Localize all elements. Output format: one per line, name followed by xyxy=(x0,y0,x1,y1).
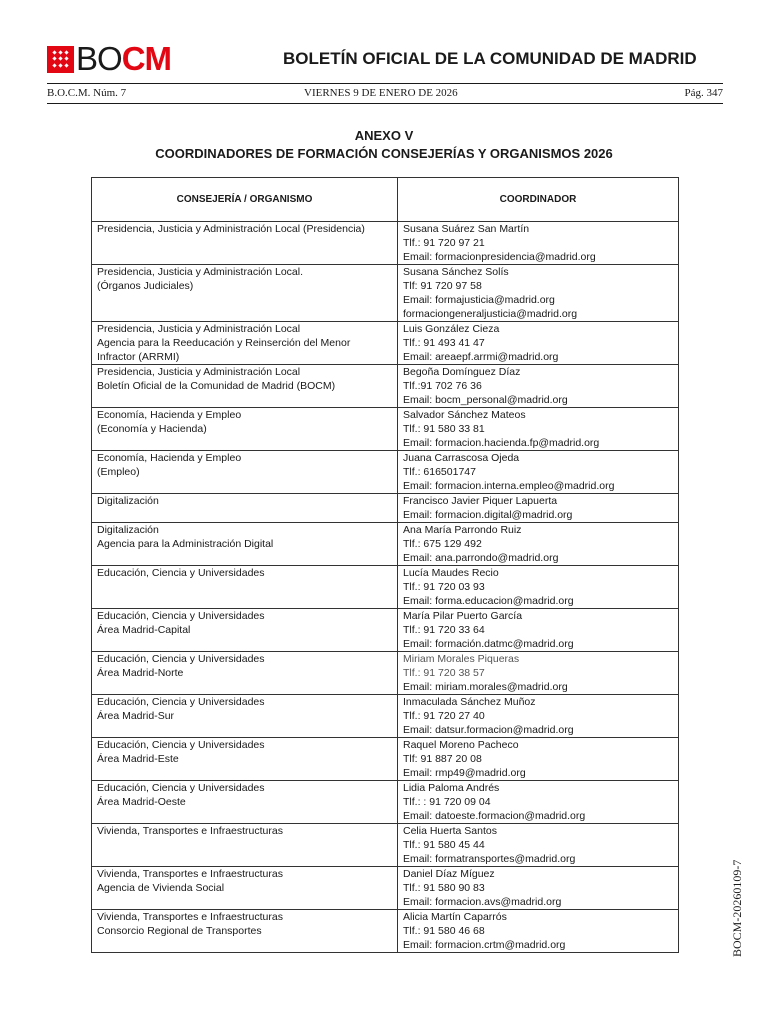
coordinator-cell xyxy=(398,609,679,652)
header-rule-bottom xyxy=(47,103,723,104)
coordinator-line: Begoña Domínguez Díaz xyxy=(403,366,521,378)
column-header-coordinator: COORDINADOR xyxy=(398,178,679,222)
coordinator-line: Tlf.: 91 580 46 68 xyxy=(403,925,485,937)
annex-title: ANEXO V xyxy=(354,128,414,143)
organism-line: Vivienda, Transportes e Infraestructuras xyxy=(97,868,283,880)
organism-cell xyxy=(92,365,398,408)
organism-cell xyxy=(92,695,398,738)
organism-line: (Empleo) xyxy=(97,466,140,478)
coordinator-line: Inmaculada Sánchez Muñoz xyxy=(403,696,536,708)
coordinator-line: Email: formacion.interna.empleo@madrid.org xyxy=(403,480,615,492)
table-row xyxy=(92,222,679,265)
table-row xyxy=(92,652,679,695)
coordinator-line: Francisco Javier Piquer Lapuerta xyxy=(403,495,558,507)
coordinator-cell xyxy=(398,408,679,451)
coordinator-cell xyxy=(398,695,679,738)
table-header-row xyxy=(92,178,679,222)
organism-cell xyxy=(92,523,398,566)
coordinator-line: Raquel Moreno Pacheco xyxy=(403,739,519,751)
coordinator-line: Lucía Maudes Recio xyxy=(403,567,499,579)
coordinator-line: Luis González Cieza xyxy=(403,323,500,335)
coordinator-line: Email: formajusticia@madrid.org xyxy=(403,294,555,306)
organism-line: Educación, Ciencia y Universidades xyxy=(97,782,265,794)
table-row xyxy=(92,494,679,523)
coordinator-line: Daniel Díaz Míguez xyxy=(403,868,495,880)
organism-line: Área Madrid-Norte xyxy=(97,667,184,679)
organism-cell xyxy=(92,222,398,265)
coordinator-line: Ana María Parrondo Ruiz xyxy=(403,524,522,536)
organism-line: Área Madrid-Este xyxy=(97,753,179,765)
coordinator-cell xyxy=(398,824,679,867)
coordinator-line: Email: miriam.morales@madrid.org xyxy=(403,681,568,693)
organism-cell xyxy=(92,408,398,451)
organism-line: Área Madrid-Sur xyxy=(97,710,175,722)
organism-cell xyxy=(92,494,398,523)
organism-line: Infractor (ARRMI) xyxy=(97,351,180,363)
madrid-flag-icon xyxy=(47,46,74,73)
coordinator-line: Email: areaepf.arrmi@madrid.org xyxy=(403,351,559,363)
organism-line: Economía, Hacienda y Empleo xyxy=(97,452,242,464)
table-row xyxy=(92,523,679,566)
coordinator-cell xyxy=(398,566,679,609)
organism-line: Presidencia, Justicia y Administración Local xyxy=(97,366,301,378)
coordinator-cell xyxy=(398,322,679,365)
coordinator-cell xyxy=(398,523,679,566)
coordinator-line: María Pilar Puerto García xyxy=(403,610,523,622)
coordinator-line: Email: forma.educacion@madrid.org xyxy=(403,595,574,607)
coordinator-cell xyxy=(398,494,679,523)
issue-header xyxy=(47,87,723,101)
coordinator-line: Susana Suárez San Martín xyxy=(403,223,530,235)
organism-cell xyxy=(92,451,398,494)
organism-line: Vivienda, Transportes e Infraestructuras xyxy=(97,911,283,923)
organism-line: (Órganos Judiciales) xyxy=(97,280,194,292)
coordinator-line: Email: bocm_personal@madrid.org xyxy=(403,394,568,406)
coordinator-line: Tlf.: 91 720 97 21 xyxy=(403,237,485,249)
coordinator-line: Tlf: 91 720 97 58 xyxy=(403,280,482,292)
organism-line: Agencia para la Administración Digital xyxy=(97,538,274,550)
organism-line: Área Madrid-Oeste xyxy=(97,796,186,808)
coordinator-line: Email: datsur.formacion@madrid.org xyxy=(403,724,574,736)
coordinator-line: Tlf.: 91 720 27 40 xyxy=(403,710,485,722)
coordinator-line: Email: formacion.crtm@madrid.org xyxy=(403,939,566,951)
organism-line: Presidencia, Justicia y Administración Local (Presidencia) xyxy=(97,223,365,235)
organism-line: Consorcio Regional de Transportes xyxy=(97,925,262,937)
coordinator-line: Tlf.: 91 720 38 57 xyxy=(403,667,485,679)
coordinator-line: Email: formacion.avs@madrid.org xyxy=(403,896,562,908)
coordinator-line: formaciongeneraljusticia@madrid.org xyxy=(403,308,578,320)
coordinator-line: Miriam Morales Piqueras xyxy=(403,653,520,665)
table-row xyxy=(92,566,679,609)
coordinator-line: Tlf.: 91 580 33 81 xyxy=(403,423,485,435)
table-row xyxy=(92,408,679,451)
coordinator-line: Email: datoeste.formacion@madrid.org xyxy=(403,810,586,822)
coordinator-line: Tlf.: 675 129 492 xyxy=(403,538,482,550)
table-row xyxy=(92,738,679,781)
coordinator-line: Email: ana.parrondo@madrid.org xyxy=(403,552,559,564)
organism-cell xyxy=(92,824,398,867)
organism-line: Economía, Hacienda y Empleo xyxy=(97,409,242,421)
organism-line: Digitalización xyxy=(97,495,159,507)
organism-cell xyxy=(92,609,398,652)
coordinator-cell xyxy=(398,652,679,695)
coordinator-line: Email: formacion.digital@madrid.org xyxy=(403,509,573,521)
coordinator-cell xyxy=(398,222,679,265)
coordinator-line: Email: rmp49@madrid.org xyxy=(403,767,526,779)
organism-cell xyxy=(92,910,398,953)
coordinator-line: Email: formacion.hacienda.fp@madrid.org xyxy=(403,437,600,449)
organism-line: Educación, Ciencia y Universidades xyxy=(97,739,265,751)
logo-text: BOCM xyxy=(76,40,172,77)
table-row xyxy=(92,824,679,867)
bocm-logo xyxy=(47,40,172,77)
organism-cell xyxy=(92,566,398,609)
issue-number: B.O.C.M. Núm. 7 xyxy=(47,87,127,99)
table-row xyxy=(92,322,679,365)
table-row xyxy=(92,910,679,953)
table-body xyxy=(92,222,679,953)
coordinators-table xyxy=(91,177,679,953)
organism-cell xyxy=(92,652,398,695)
organism-line: (Economía y Hacienda) xyxy=(97,423,207,435)
coordinator-line: Lidia Paloma Andrés xyxy=(403,782,500,794)
coordinator-line: Tlf.: 91 720 33 64 xyxy=(403,624,485,636)
page-number: Pág. 347 xyxy=(684,87,723,99)
header-rule-top xyxy=(47,83,723,84)
organism-line: Boletín Oficial de la Comunidad de Madrid (BOCM) xyxy=(97,380,336,392)
column-header-organism: CONSEJERÍA / ORGANISMO xyxy=(92,178,398,222)
table-row xyxy=(92,609,679,652)
organism-line: Digitalización xyxy=(97,524,159,536)
document-code: BOCM-20260109-7 xyxy=(730,859,744,957)
coordinator-line: Tlf.: 91 580 45 44 xyxy=(403,839,485,851)
organism-line: Área Madrid-Capital xyxy=(97,624,191,636)
coordinator-line: Salvador Sánchez Mateos xyxy=(403,409,526,421)
main-title: BOLETÍN OFICIAL DE LA COMUNIDAD DE MADRID xyxy=(283,49,697,68)
coordinator-line: Tlf.: 91 720 03 93 xyxy=(403,581,485,593)
table-row xyxy=(92,451,679,494)
table-row xyxy=(92,265,679,322)
table-row xyxy=(92,867,679,910)
organism-line: Agencia de Vivienda Social xyxy=(97,882,225,894)
coordinator-cell xyxy=(398,365,679,408)
coordinator-line: Tlf.: 616501747 xyxy=(403,466,476,478)
coordinator-cell xyxy=(398,910,679,953)
organism-line: Vivienda, Transportes e Infraestructuras xyxy=(97,825,283,837)
organism-cell xyxy=(92,738,398,781)
coordinator-line: Tlf.: 91 580 90 83 xyxy=(403,882,485,894)
organism-line: Educación, Ciencia y Universidades xyxy=(97,567,265,579)
organism-cell xyxy=(92,322,398,365)
coordinator-line: Susana Sánchez Solís xyxy=(403,266,509,278)
organism-line: Educación, Ciencia y Universidades xyxy=(97,696,265,708)
coordinator-cell xyxy=(398,867,679,910)
organism-line: Educación, Ciencia y Universidades xyxy=(97,653,265,665)
coordinator-line: Email: formatransportes@madrid.org xyxy=(403,853,576,865)
organism-cell xyxy=(92,867,398,910)
coordinator-cell xyxy=(398,738,679,781)
organism-cell xyxy=(92,781,398,824)
table-row xyxy=(92,781,679,824)
coordinator-cell xyxy=(398,451,679,494)
coordinator-line: Tlf.: : 91 720 09 04 xyxy=(403,796,491,808)
table-row xyxy=(92,365,679,408)
coordinator-line: Tlf: 91 887 20 08 xyxy=(403,753,482,765)
annex-subtitle: COORDINADORES DE FORMACIÓN CONSEJERÍAS Y ORGANISMOS 2026 xyxy=(155,146,613,161)
organism-line: Agencia para la Reeducación y Reinserción del Menor xyxy=(97,337,351,349)
coordinator-line: Juana Carrascosa Ojeda xyxy=(403,452,520,464)
issue-date: VIERNES 9 DE ENERO DE 2026 xyxy=(304,87,458,99)
table-row xyxy=(92,695,679,738)
organism-line: Presidencia, Justicia y Administración Local xyxy=(97,323,301,335)
coordinator-line: Celia Huerta Santos xyxy=(403,825,497,837)
organism-line: Educación, Ciencia y Universidades xyxy=(97,610,265,622)
coordinator-line: Tlf.:91 702 76 36 xyxy=(403,380,482,392)
coordinator-line: Alicia Martín Caparrós xyxy=(403,911,507,923)
coordinator-line: Email: formacionpresidencia@madrid.org xyxy=(403,251,596,263)
organism-cell xyxy=(92,265,398,322)
coordinator-cell xyxy=(398,265,679,322)
coordinator-line: Tlf.: 91 493 41 47 xyxy=(403,337,485,349)
coordinator-line: Email: formación.datmc@madrid.org xyxy=(403,638,574,650)
coordinator-cell xyxy=(398,781,679,824)
organism-line: Presidencia, Justicia y Administración Local. xyxy=(97,266,304,278)
